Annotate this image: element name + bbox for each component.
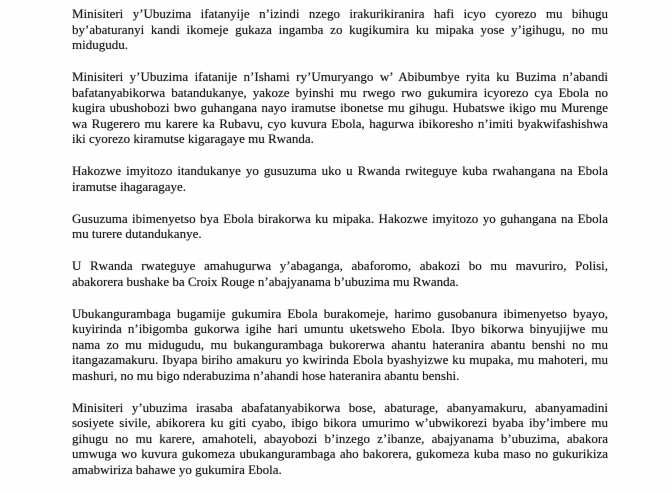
paragraph-5: U Rwanda rwateguye amahugurwa y’abaganga, abaforomo, abakozi bo mu mavuriro, Polisi, abakorera bushake ba Croix Rouge n’abajyanama b’ubuzima mu Rwanda. <box>72 258 608 289</box>
paragraph-6: Ubukangurambaga bugamije gukumira Ebola burakomeje, harimo gusobanura ibimenyetso byayo, kuyirinda n’ibigomba gukorwa igihe hari umuntu uketsweho Ebola. Ibyo bikorwa binyujijwe mu nama zo mu midugudu, mu bukangurambaga bukorerwa ahantu hateranira abantu benshi no mu itangazamakuru. Ibyapa biriho amakuru yo kwirinda Ebola byashyizwe ku mupaka, mu mahoteri, mu mashuri, no mu bigo nderabuzima n’ahandi hose hateranira abantu benshi. <box>72 305 608 383</box>
document-body-text <box>72 6 608 477</box>
paragraph-3: Hakozwe imyitozo itandukanye yo gusuzuma uko u Rwanda rwiteguye kuba rwahangana na Ebola iramutse ihagaragaye. <box>72 163 608 194</box>
paragraph-4: Gusuzuma ibimenyetso bya Ebola birakorwa ku mipaka. Hakozwe imyitozo yo guhangana na Ebola mu turere dutandukanye. <box>72 210 608 241</box>
paragraph-1: Minisiteri y’Ubuzima ifatanyije n’izindi nzego irakurikiranira hafi icyo cyorezo mu bihugu by’abaturanyi kandi ikomeje gukaza ingamba zo kugikumira ku mipaka yose y’igihugu, no mu midugudu. <box>72 6 608 52</box>
paragraph-2: Minisiteri y’Ubuzima ifatanije n’Ishami ry’Umuryango w’ Abibumbye ryita ku Buzima n’abandi bafatanyabikorwa batandukanye, yakoze byinshi mu rwego rwo gukumira icyorezo cya Ebola no kugira ubushobozi bwo guhangana nayo iramutse ibonetse mu gihugu. Hubatswe ikigo mu Murenge wa Rugerero mu karere ka Rubavu, cyo kuvura Ebola, hagurwa ibikoresho n’imiti byakwifashishwa iki cyorezo kiramutse kigaragaye mu Rwanda. <box>72 69 608 146</box>
paragraph-7: Minisiteri y’ubuzima irasaba abafatanyabikorwa bose, abaturage, abanyamakuru, abanyamadini sosiyete sivile, abikorera ku giti cyabo, ibigo bikora umurimo w’ubwikorezi byaba iby’imbere mu gihugu no mu karere, amahoteli, abayobozi b’inzego z’ibanze, abajyanama b’ubuzima, abakora umwuga wo kuvura gukomeza ubukangurambaga aho bakorera, gukomeza kuba maso no gukurikiza amabwiriza bahawe yo gukumira Ebola. <box>72 399 608 477</box>
